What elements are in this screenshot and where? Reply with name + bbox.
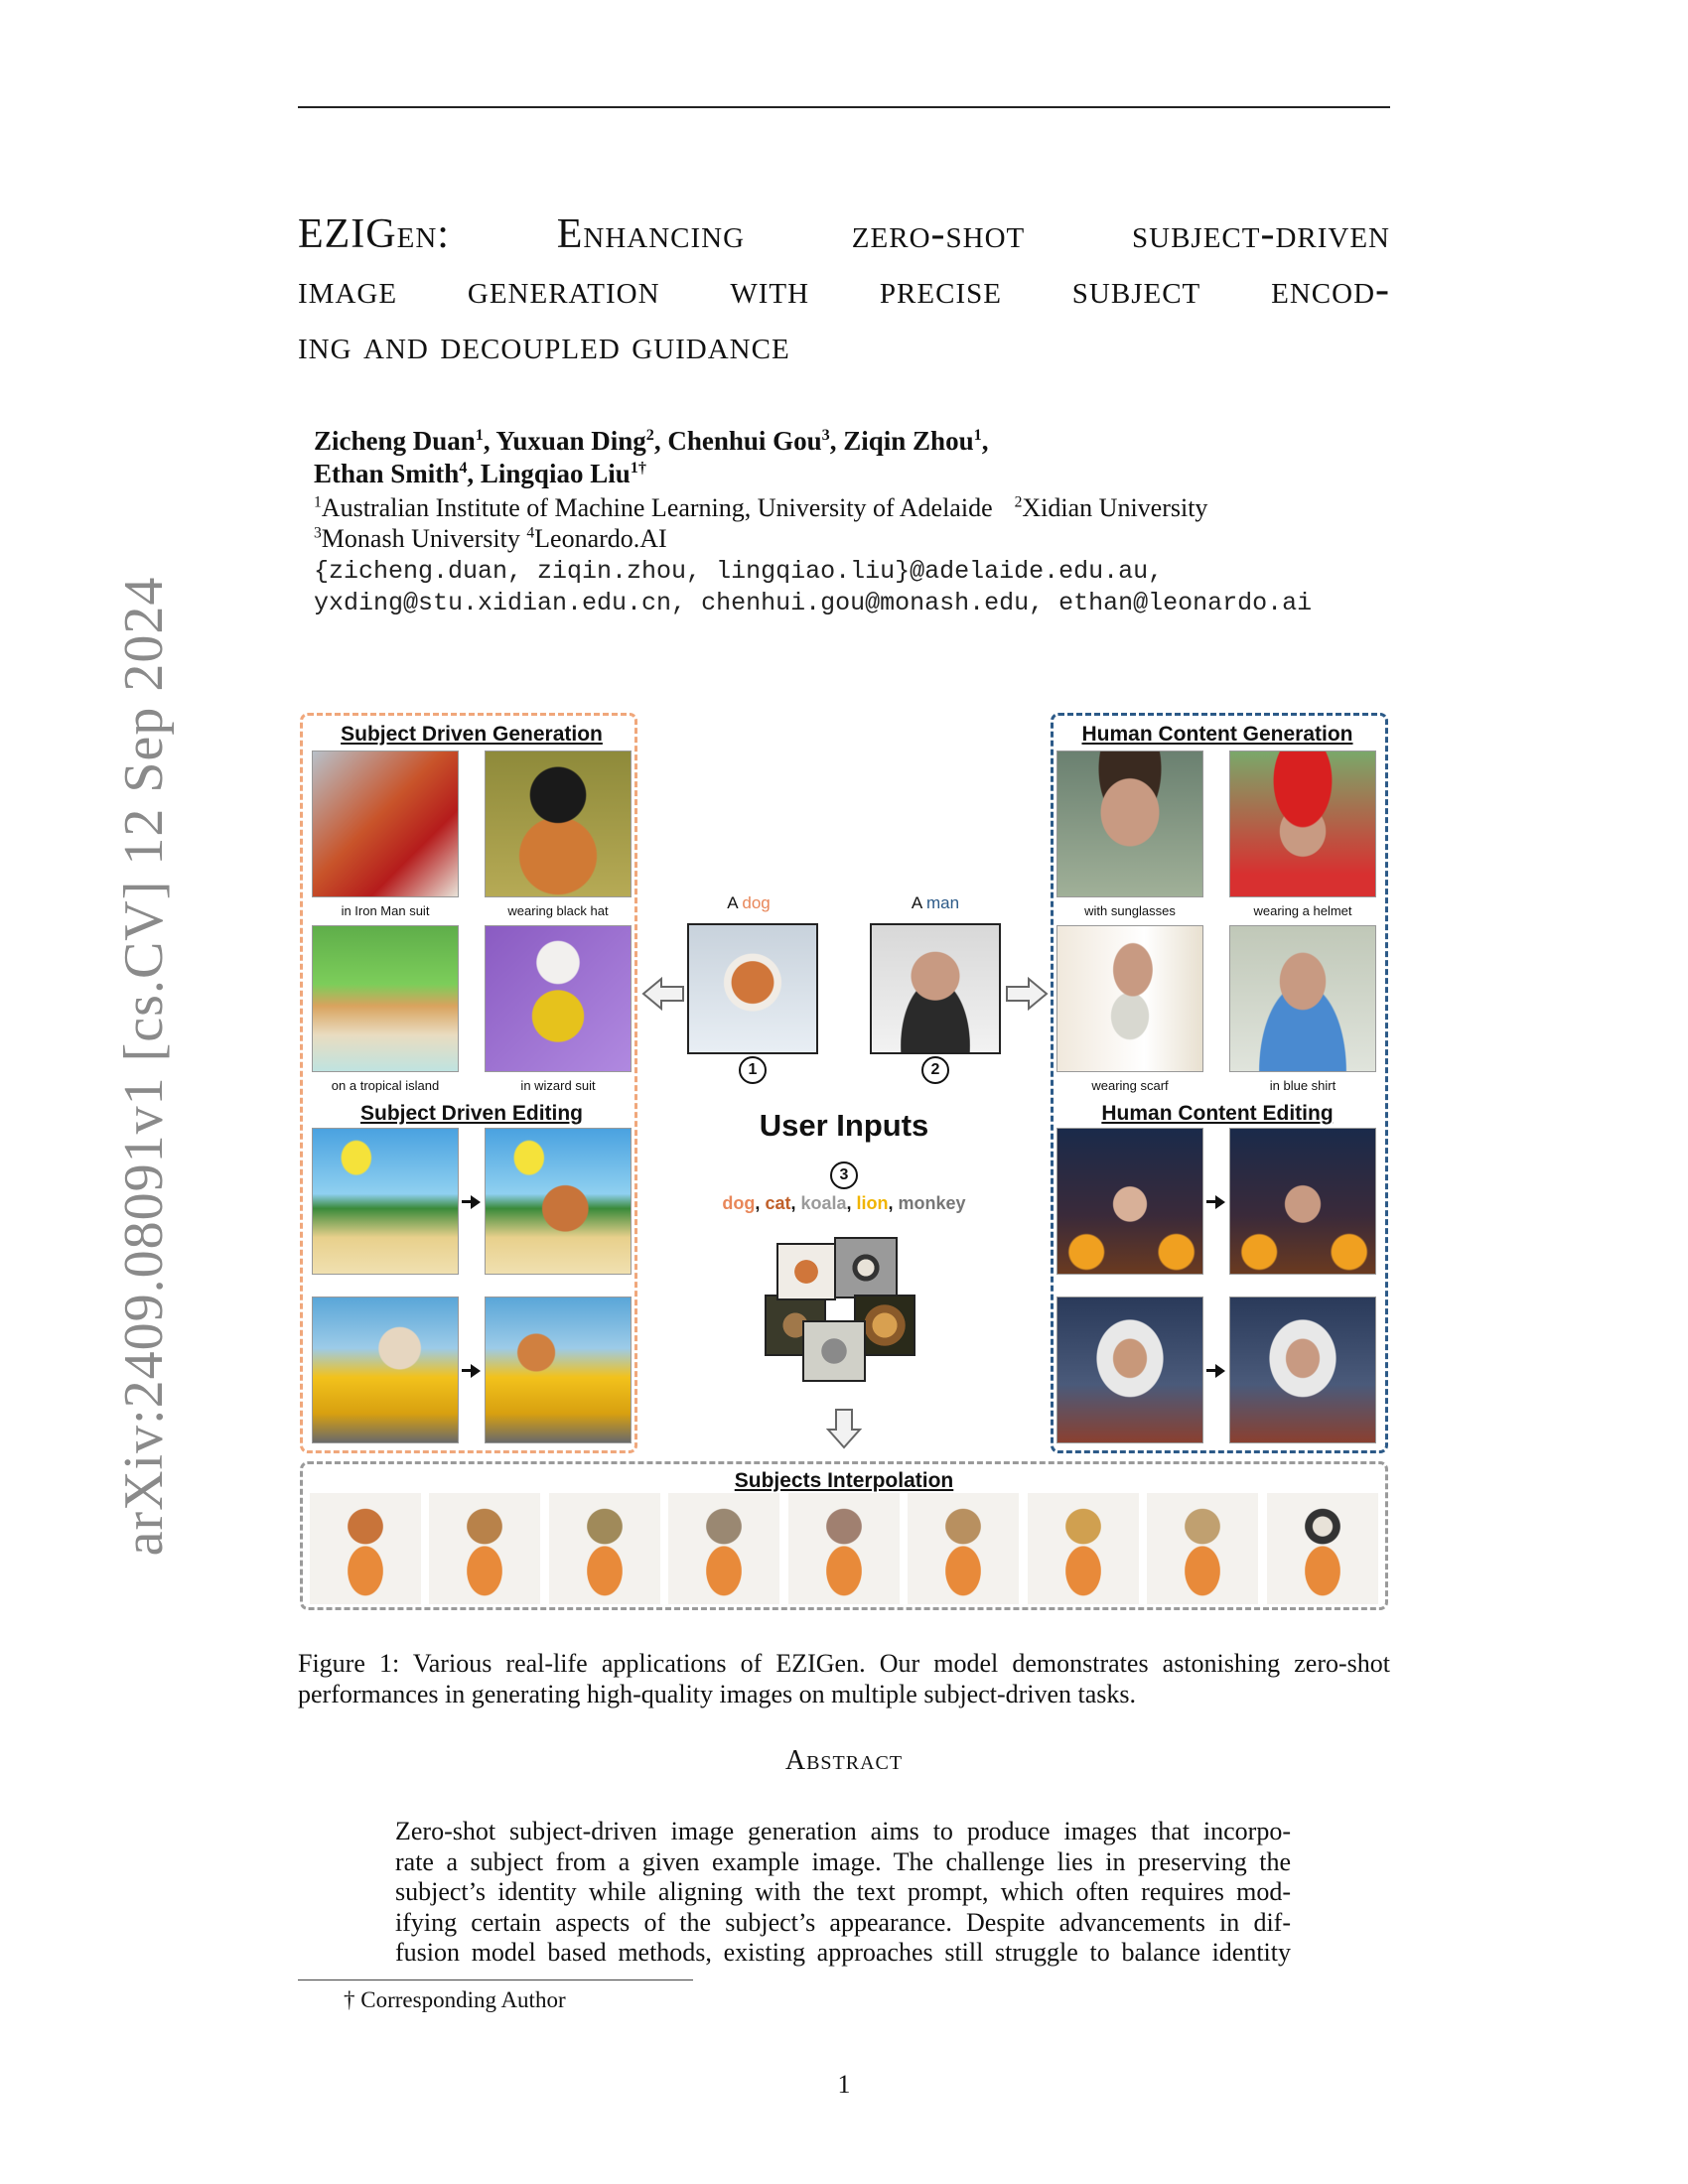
title-line: image generation with precise subject encod- bbox=[298, 267, 1390, 313]
affiliation-line-2 bbox=[314, 523, 1207, 554]
author-name: Zicheng Duan bbox=[314, 426, 476, 456]
abstract-line: ifying certain aspects of the subject’s appearance. Despite advancements in dif- bbox=[395, 1907, 1291, 1937]
image-corgi-iron-man bbox=[312, 751, 459, 897]
section-title-human-content-editing: Human Content Editing bbox=[1101, 1102, 1334, 1125]
arrow-down-icon bbox=[826, 1408, 862, 1449]
circle-number-3: 3 bbox=[830, 1161, 858, 1189]
author-name: Yuxuan Ding bbox=[495, 426, 646, 456]
figure-caption: Figure 1: Various real-life applications of EZIGen. Our model demonstrates astonishing zero-shot performances in generating high-quality images on multiple subject-driven tasks. bbox=[298, 1649, 1390, 1708]
image-dogs-car-edited bbox=[485, 1297, 632, 1443]
caption-iron-man: in Iron Man suit bbox=[341, 903, 430, 918]
image-dog-beach-original bbox=[312, 1128, 459, 1275]
image-wizard-poster-edited bbox=[1229, 1128, 1376, 1275]
subject-word-koala: koala bbox=[800, 1193, 847, 1213]
thumb-lemur bbox=[834, 1237, 898, 1298]
affil-sup: 2 bbox=[1014, 493, 1023, 511]
interp-image-1 bbox=[310, 1493, 421, 1604]
interp-image-5 bbox=[788, 1493, 900, 1604]
image-man-helmet bbox=[1229, 751, 1376, 897]
subject-sep: , bbox=[846, 1193, 857, 1213]
arrow-left-icon bbox=[641, 977, 685, 1011]
subject-word-monkey: monkey bbox=[898, 1193, 966, 1213]
abstract-line: fusion model based methods, existing approaches still struggle to balance identity bbox=[395, 1938, 1291, 1967]
arrow-right-icon bbox=[1005, 977, 1049, 1011]
subject-word-list bbox=[722, 1193, 965, 1214]
caption-sunglasses: with sunglasses bbox=[1084, 903, 1176, 918]
affil-text: Australian Institute of Machine Learning, University of Adelaide bbox=[321, 493, 993, 522]
abstract-line: subject’s identity while aligning with the text prompt, which often requires mod- bbox=[395, 1877, 1291, 1906]
caption-tropical-island: on a tropical island bbox=[331, 1078, 440, 1093]
thumb-koala bbox=[802, 1320, 866, 1382]
author-sup: 3 bbox=[821, 426, 830, 444]
section-title-subjects-interpolation: Subjects Interpolation bbox=[734, 1469, 954, 1492]
label-word-dog: dog bbox=[742, 893, 771, 912]
author-sep: , bbox=[483, 426, 496, 456]
input-image-man bbox=[870, 923, 1001, 1054]
author-sup: 1 bbox=[973, 426, 982, 444]
image-dogs-car-original bbox=[312, 1297, 459, 1443]
interp-image-2 bbox=[429, 1493, 540, 1604]
interp-image-6 bbox=[908, 1493, 1019, 1604]
affil-text: Monash University bbox=[321, 524, 527, 553]
subject-word-dog: dog bbox=[722, 1193, 756, 1213]
abstract-line: Zero-shot subject-driven image generation aims to produce images that incorpo- bbox=[395, 1817, 1291, 1845]
author-emails bbox=[314, 556, 1312, 619]
edit-arrow-icon bbox=[1215, 1364, 1225, 1378]
abstract-line: rate a subject from a given example image. The challenge lies in preserving the bbox=[395, 1846, 1291, 1876]
caption-scarf: wearing scarf bbox=[1091, 1078, 1169, 1093]
author-list bbox=[314, 425, 988, 490]
footnote-rule bbox=[298, 1979, 693, 1980]
author-sep: , bbox=[467, 459, 481, 488]
affil-text: Leonardo.AI bbox=[534, 524, 667, 553]
label-a-man bbox=[912, 893, 959, 913]
affil-sup: 4 bbox=[526, 524, 535, 542]
circle-number-1: 1 bbox=[739, 1056, 767, 1084]
image-corgi-tropical-island bbox=[312, 925, 459, 1072]
email-line: yxding@stu.xidian.edu.cn, chenhui.gou@monash.edu, ethan@leonardo.ai bbox=[314, 589, 1313, 617]
affiliation-line-1 bbox=[314, 492, 1207, 523]
thumb-dog bbox=[776, 1243, 836, 1300]
figure-1 bbox=[298, 711, 1390, 1614]
user-inputs-title: User Inputs bbox=[759, 1108, 929, 1143]
paper-title bbox=[298, 206, 1390, 373]
image-man-sunglasses bbox=[1056, 751, 1203, 897]
interp-image-3 bbox=[549, 1493, 660, 1604]
interp-image-7 bbox=[1028, 1493, 1139, 1604]
header-rule bbox=[298, 106, 1390, 108]
author-sep: , bbox=[829, 426, 844, 456]
subject-word-lion: lion bbox=[856, 1193, 889, 1213]
caption-black-hat: wearing black hat bbox=[507, 903, 609, 918]
edit-arrow-icon bbox=[471, 1195, 481, 1209]
author-sup: 1† bbox=[630, 459, 646, 477]
author-line-1 bbox=[314, 425, 988, 458]
author-name: Chenhui Gou bbox=[667, 426, 822, 456]
input-image-dog bbox=[687, 923, 818, 1054]
subject-sep: , bbox=[790, 1193, 801, 1213]
author-sep: , bbox=[653, 426, 668, 456]
circle-number-2: 2 bbox=[921, 1056, 949, 1084]
affil-sup: 1 bbox=[314, 493, 322, 511]
subject-word-cat: cat bbox=[765, 1193, 791, 1213]
author-sup: 1 bbox=[475, 426, 484, 444]
email-line: {zicheng.duan, ziqin.zhou, lingqiao.liu}@adelaide.edu.au, bbox=[314, 557, 1164, 586]
caption-wizard-suit: in wizard suit bbox=[520, 1078, 596, 1093]
title-line: EZIGen: Enhancing zero-shot subject-driven bbox=[298, 211, 1390, 257]
interpolation-strip bbox=[310, 1493, 1378, 1604]
caption-helmet: wearing a helmet bbox=[1253, 903, 1352, 918]
image-astronaut-edited bbox=[1229, 1297, 1376, 1443]
interp-image-4 bbox=[668, 1493, 779, 1604]
affil-sup: 3 bbox=[314, 524, 322, 542]
label-word-man: man bbox=[926, 893, 960, 912]
abstract-body bbox=[395, 1817, 1291, 1969]
section-title-subject-driven-generation: Subject Driven Generation bbox=[341, 723, 603, 746]
interp-image-9 bbox=[1267, 1493, 1378, 1604]
section-title-human-content-generation: Human Content Generation bbox=[1081, 723, 1353, 746]
edit-arrow-icon bbox=[1215, 1195, 1225, 1209]
author-name: Lingqiao Liu bbox=[480, 459, 631, 488]
edit-arrow-icon bbox=[471, 1364, 481, 1378]
caption-blue-shirt: in blue shirt bbox=[1269, 1078, 1336, 1093]
image-astronaut-original bbox=[1056, 1297, 1203, 1443]
abstract-heading: Abstract bbox=[784, 1745, 904, 1776]
author-line-2 bbox=[314, 458, 988, 490]
image-man-scarf bbox=[1056, 925, 1203, 1072]
interp-image-8 bbox=[1147, 1493, 1258, 1604]
author-name: Ethan Smith bbox=[314, 459, 460, 488]
image-wizard-poster-original bbox=[1056, 1128, 1203, 1275]
subject-sep: , bbox=[755, 1193, 766, 1213]
label-a-dog bbox=[727, 893, 771, 913]
affiliations bbox=[314, 492, 1207, 554]
author-sup: 2 bbox=[645, 426, 654, 444]
image-corgi-wizard-suit bbox=[485, 925, 632, 1072]
label-prefix: A bbox=[727, 893, 743, 912]
subject-sep: , bbox=[888, 1193, 899, 1213]
title-line: ing and decoupled guidance bbox=[298, 323, 790, 368]
section-title-subject-driven-editing: Subject Driven Editing bbox=[359, 1102, 584, 1125]
page-number: 1 bbox=[837, 2070, 851, 2099]
author-sep: , bbox=[981, 426, 989, 456]
image-man-blue-shirt bbox=[1229, 925, 1376, 1072]
image-corgi-black-hat bbox=[485, 751, 632, 897]
author-name: Ziqin Zhou bbox=[843, 426, 974, 456]
label-prefix: A bbox=[911, 893, 927, 912]
affil-text: Xidian University bbox=[1022, 493, 1208, 522]
image-corgi-beach-edited bbox=[485, 1128, 632, 1275]
footnote: † Corresponding Author bbox=[344, 1987, 566, 2012]
author-sup: 4 bbox=[459, 459, 468, 477]
arxiv-stamp: arXiv:2409.08091v1 [cs.CV] 12 Sep 2024 bbox=[113, 576, 175, 1557]
